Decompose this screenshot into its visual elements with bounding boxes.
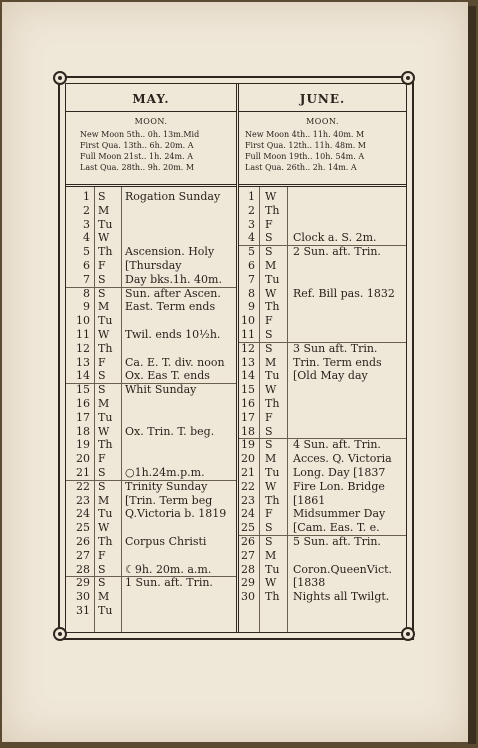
may-day-row <box>66 425 236 439</box>
day-number: 27 <box>241 548 255 562</box>
june-day-row <box>239 576 406 590</box>
june-day-row <box>239 369 406 383</box>
day-number: 28 <box>76 562 90 576</box>
weekday: M <box>98 590 110 604</box>
day-number: 1 <box>248 190 255 203</box>
june-day-row <box>239 245 406 259</box>
day-number: 17 <box>241 410 255 424</box>
june-day-row <box>239 342 406 356</box>
weekday: S <box>98 369 106 383</box>
weekday: S <box>265 521 273 535</box>
weekday: M <box>265 259 277 272</box>
may-day-row <box>66 259 236 273</box>
weekday: F <box>265 314 273 328</box>
weekday: F <box>265 217 273 231</box>
day-number: 23 <box>241 493 255 507</box>
june-day-grid <box>239 187 406 632</box>
week-rule <box>239 535 406 536</box>
day-number: 13 <box>241 355 255 369</box>
weekday: M <box>265 355 277 369</box>
june-day-row <box>239 259 406 273</box>
weekday: Th <box>98 341 113 355</box>
june-day-row <box>239 218 406 232</box>
weekday: W <box>98 424 110 438</box>
may-day-row <box>66 590 236 604</box>
weekday: Tu <box>98 410 113 424</box>
weekday: W <box>98 328 110 341</box>
may-day-row <box>66 521 236 535</box>
june-day-row <box>239 411 406 425</box>
june-title: JUNE. <box>299 92 346 106</box>
weekday: W <box>265 286 277 300</box>
weekday: Tu <box>265 272 280 286</box>
june-day-row <box>239 466 406 480</box>
day-note: [1861 <box>293 493 326 507</box>
corner-ornament-tl <box>53 71 67 85</box>
day-number: 21 <box>76 466 90 479</box>
day-number: 22 <box>76 479 90 493</box>
day-number: 27 <box>76 548 90 562</box>
day-note: Whit Sunday <box>125 383 197 397</box>
day-number: 19 <box>76 438 90 452</box>
june-day-row <box>239 521 406 535</box>
day-note: Midsummer Day <box>293 507 386 521</box>
day-number: 15 <box>76 383 90 397</box>
june-phase-full: Full Moon 19th.. 10h. 54m. A <box>245 152 365 161</box>
week-rule <box>239 245 406 246</box>
june-day-row <box>239 314 406 328</box>
day-number: 11 <box>76 328 90 341</box>
june-day-row <box>239 480 406 494</box>
day-number: 30 <box>241 590 255 604</box>
corner-ornament-tr <box>401 71 415 85</box>
day-number: 24 <box>76 507 90 521</box>
day-number: 23 <box>76 493 90 507</box>
day-number: 25 <box>241 521 255 535</box>
june-phase-first: First Qua. 12th.. 11h. 48m. M <box>245 141 366 150</box>
weekday: W <box>265 479 277 493</box>
june-day-row <box>239 507 406 521</box>
may-day-row <box>66 480 236 494</box>
weekday: M <box>98 493 110 507</box>
day-number: 13 <box>76 355 90 369</box>
day-number: 10 <box>241 314 255 328</box>
may-day-row <box>66 300 236 314</box>
may-phase-first: First Qua. 13th.. 6h. 20m. A <box>80 141 194 150</box>
day-number: 7 <box>83 272 90 286</box>
weekday: S <box>98 190 106 203</box>
weekday: S <box>98 286 106 300</box>
may-column <box>66 84 237 632</box>
june-day-row <box>239 425 406 439</box>
weekday: Tu <box>98 217 113 231</box>
weekday: Th <box>265 397 280 410</box>
day-number: 30 <box>76 590 90 604</box>
day-number: 18 <box>76 424 90 438</box>
day-note: Trinity Sunday <box>125 479 208 493</box>
may-title: MAY. <box>132 92 170 106</box>
june-phase-last: Last Qua. 26th.. 2h. 14m. A <box>245 163 357 172</box>
may-day-row <box>66 604 236 618</box>
may-day-row <box>66 190 236 204</box>
may-day-row <box>66 397 236 411</box>
weekday: Tu <box>265 369 280 383</box>
weekday: S <box>265 424 273 438</box>
day-number: 1 <box>83 190 90 203</box>
weekday: W <box>265 383 277 397</box>
day-number: 3 <box>248 217 255 231</box>
day-number: 10 <box>76 314 90 328</box>
corner-ornament-br <box>401 627 415 641</box>
may-day-row <box>66 466 236 480</box>
day-number: 5 <box>83 245 90 259</box>
june-day-row <box>239 452 406 466</box>
may-day-row <box>66 204 236 218</box>
weekday: M <box>265 452 277 466</box>
june-day-row <box>239 300 406 314</box>
day-number: 20 <box>241 452 255 466</box>
june-phase-new: New Moon 4th.. 11h. 40m. M <box>245 130 365 139</box>
page-shadow <box>468 6 476 744</box>
may-moon-heading: MOON. <box>134 117 168 126</box>
day-number: 15 <box>241 383 255 397</box>
day-number: 26 <box>76 535 90 548</box>
day-note: [1838 <box>293 576 326 590</box>
day-number: 29 <box>76 576 90 590</box>
june-day-row <box>239 231 406 245</box>
day-number: 20 <box>76 452 90 466</box>
may-day-row <box>66 576 236 590</box>
day-number: 9 <box>83 300 90 314</box>
weekday: S <box>98 562 106 576</box>
may-day-row <box>66 369 236 383</box>
june-day-row <box>239 563 406 577</box>
june-day-row <box>239 328 406 342</box>
weekday: Tu <box>98 507 113 521</box>
weekday: S <box>265 438 273 452</box>
weekday: Th <box>98 438 113 452</box>
weekday: Tu <box>98 604 113 617</box>
weekday: F <box>98 355 106 369</box>
week-rule <box>239 342 406 343</box>
week-rule <box>66 287 236 288</box>
week-rule <box>66 576 236 577</box>
weekday: S <box>265 328 273 341</box>
calendar-frame <box>58 76 414 640</box>
weekday: S <box>98 383 106 397</box>
may-day-row <box>66 563 236 577</box>
weekday: Th <box>265 203 280 217</box>
week-rule <box>239 438 406 439</box>
day-note: Nights all Twilgt. <box>293 590 390 604</box>
day-note: Ca. E. T. div. noon <box>125 355 225 369</box>
calendar-inner-frame <box>65 83 407 633</box>
day-number: 8 <box>83 286 90 300</box>
day-note: ☾9h. 20m. a.m. <box>125 562 212 576</box>
day-note: East. Term ends <box>125 300 216 314</box>
week-rule <box>66 480 236 481</box>
day-number: 28 <box>241 562 255 576</box>
day-note: Sun. after Ascen. <box>125 286 221 300</box>
may-day-row <box>66 383 236 397</box>
june-day-row <box>239 397 406 411</box>
june-day-row <box>239 204 406 218</box>
weekday: F <box>265 507 273 521</box>
corner-ornament-bl <box>53 627 67 641</box>
day-number: 21 <box>241 466 255 479</box>
may-day-row <box>66 494 236 508</box>
day-number: 16 <box>241 397 255 410</box>
day-number: 9 <box>248 300 255 314</box>
may-day-row <box>66 245 236 259</box>
day-number: 31 <box>76 604 90 617</box>
june-day-row <box>239 438 406 452</box>
may-phase-last: Last Qua. 28th.. 9h. 20m. M <box>80 163 195 172</box>
may-day-row <box>66 314 236 328</box>
day-number: 24 <box>241 507 255 521</box>
day-number: 8 <box>248 286 255 300</box>
weekday: Th <box>98 535 113 548</box>
may-day-row <box>66 231 236 245</box>
day-number: 6 <box>83 259 90 272</box>
weekday: Th <box>265 493 280 507</box>
day-note: Rogation Sunday <box>125 190 221 203</box>
may-day-row <box>66 328 236 342</box>
may-day-row <box>66 411 236 425</box>
june-moon-heading: MOON. <box>306 117 339 126</box>
day-note: 2 Sun. aft. Trin. <box>293 245 381 259</box>
day-number: 14 <box>76 369 90 383</box>
weekday: S <box>265 341 273 355</box>
day-number: 2 <box>83 203 90 217</box>
day-number: 12 <box>76 341 90 355</box>
day-note: Ox. Eas T. ends <box>125 369 210 383</box>
day-note: Day bks.1h. 40m. <box>125 272 222 286</box>
day-number: 4 <box>83 231 90 245</box>
weekday: M <box>265 548 277 562</box>
day-number: 14 <box>241 369 255 383</box>
day-note: 1 Sun. aft. Trin. <box>125 576 213 590</box>
day-note: Fire Lon. Bridge <box>293 479 385 493</box>
weekday: Tu <box>265 466 280 479</box>
day-note: [Old May day <box>293 369 368 383</box>
june-day-row <box>239 549 406 563</box>
day-note: [Trin. Term beg <box>125 493 213 507</box>
weekday: Tu <box>265 562 280 576</box>
may-day-row <box>66 356 236 370</box>
weekday: M <box>98 300 110 314</box>
may-day-row <box>66 287 236 301</box>
day-number: 6 <box>248 259 255 272</box>
may-day-row <box>66 342 236 356</box>
weekday: S <box>265 245 273 259</box>
weekday: W <box>98 231 110 245</box>
may-day-grid <box>66 187 236 632</box>
weekday: S <box>98 576 106 590</box>
may-day-row <box>66 273 236 287</box>
day-number: 29 <box>241 576 255 590</box>
day-note: Long. Day [1837 <box>293 466 386 479</box>
day-note: [Cam. Eas. T. e. <box>293 521 380 535</box>
june-day-row <box>239 590 406 604</box>
may-day-row <box>66 535 236 549</box>
june-day-row <box>239 273 406 287</box>
weekday: M <box>98 397 110 410</box>
day-number: 12 <box>241 341 255 355</box>
weekday: Th <box>98 245 113 259</box>
day-number: 22 <box>241 479 255 493</box>
day-note: 3 Sun aft. Trin. <box>293 341 378 355</box>
day-number: 18 <box>241 424 255 438</box>
day-note: Ref. Bill pas. 1832 <box>293 286 395 300</box>
weekday: S <box>265 231 273 245</box>
weekday: W <box>265 190 277 203</box>
day-note: Corpus Christi <box>125 535 207 548</box>
day-number: 26 <box>241 535 255 548</box>
june-day-row <box>239 383 406 397</box>
weekday: S <box>265 535 273 548</box>
may-day-row <box>66 218 236 232</box>
day-number: 19 <box>241 438 255 452</box>
weekday: Tu <box>98 314 113 328</box>
day-note: Ascension. Holy <box>125 245 215 259</box>
weekday: Th <box>265 300 280 314</box>
june-column <box>238 84 406 632</box>
day-number: 5 <box>248 245 255 259</box>
day-number: 16 <box>76 397 90 410</box>
day-note: ○1h.24m.p.m. <box>125 466 205 479</box>
june-day-row <box>239 356 406 370</box>
day-number: 3 <box>83 217 90 231</box>
day-note: 5 Sun. aft. Trin. <box>293 535 381 548</box>
may-phase-full: Full Moon 21st.. 1h. 24m. A <box>80 152 193 161</box>
june-day-row <box>239 535 406 549</box>
june-day-row <box>239 190 406 204</box>
may-day-row <box>66 438 236 452</box>
day-number: 25 <box>76 521 90 535</box>
weekday: Th <box>265 590 280 604</box>
june-day-row <box>239 287 406 301</box>
weekday: F <box>265 410 273 424</box>
june-day-row <box>239 494 406 508</box>
day-number: 17 <box>76 410 90 424</box>
day-number: 11 <box>241 328 255 341</box>
day-note: Twil. ends 10½h. <box>125 328 221 341</box>
weekday: S <box>98 466 106 479</box>
weekday: F <box>98 259 106 272</box>
weekday: W <box>265 576 277 590</box>
weekday: S <box>98 479 106 493</box>
weekday: S <box>98 272 106 286</box>
weekday: F <box>98 452 106 466</box>
may-phase-new: New Moon 5th.. 0h. 13m.Mid <box>80 130 200 139</box>
day-note: Clock a. S. 2m. <box>293 231 377 245</box>
may-day-row <box>66 549 236 563</box>
may-day-row <box>66 452 236 466</box>
day-note: Ox. Trin. T. beg. <box>125 424 215 438</box>
weekday: W <box>98 521 110 535</box>
day-number: 2 <box>248 203 255 217</box>
weekday: F <box>98 548 106 562</box>
day-note: 4 Sun. aft. Trin. <box>293 438 381 452</box>
day-number: 4 <box>248 231 255 245</box>
day-number: 7 <box>248 272 255 286</box>
day-note: [Thursday <box>125 259 182 272</box>
day-note: Acces. Q. Victoria <box>293 452 392 466</box>
week-rule <box>66 383 236 384</box>
day-note: Q.Victoria b. 1819 <box>125 507 227 521</box>
weekday: M <box>98 203 110 217</box>
day-note: Coron.QueenVict. <box>293 562 393 576</box>
may-day-row <box>66 507 236 521</box>
day-note: Trin. Term ends <box>293 355 382 369</box>
